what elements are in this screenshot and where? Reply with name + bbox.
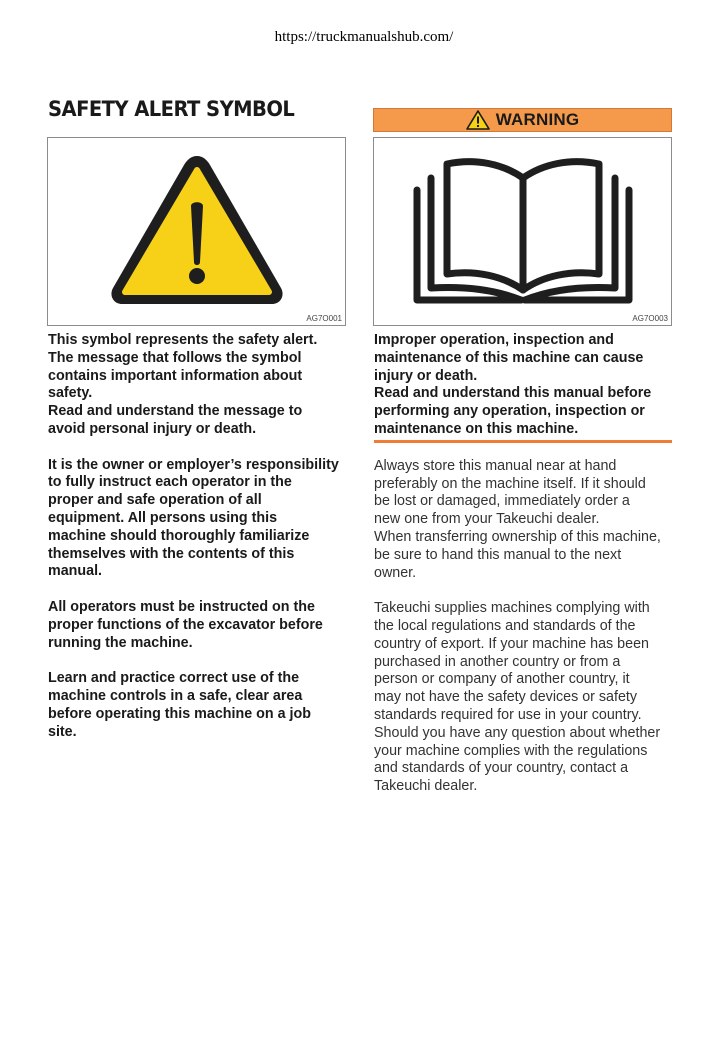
practice-paragraph: Learn and practice correct use of the machine controls in a safe, clear area before operating this machine on a job site. [48,670,311,740]
operator-instruction-paragraph: All operators must be instructed on the proper functions of the excavator before running the machine. [48,598,323,651]
manual-storage-paragraph: Always store this manual near at hand preferably on the machine itself. If it should be lost or damaged, immediately order a new one from your Takeuchi dealer. When transferring ownership of this machine, be sure to hand this manual to the next owner. [374,457,661,581]
warning-label: WARNING [495,110,580,129]
safety-alert-figure [47,137,346,326]
figure-code: AG7O003 [632,314,668,323]
safety-alert-paragraph: This symbol represents the safety alert. The message that follows the symbol contains important information about safety. Read and understand the message to avoid personal injury or death. [48,332,318,437]
source-url: https://truckmanualshub.com/ [274,29,454,45]
manual-book-figure [373,137,672,326]
right-column [374,332,676,814]
warning-divider [374,440,672,443]
owner-responsibility-paragraph: It is the owner or employer’s responsibility to fully instruct each operator in the proper and safe operation of all equipment. All persons using this machine should thoroughly familiarize themselves with the contents of this manual. [48,456,339,580]
open-manual-book-icon [411,152,635,312]
warning-message: Improper operation, inspection and maintenance of this machine can cause injury or death. Read and understand this manual before performing any operation, inspection or maintenance on this machine. [374,332,652,437]
safety-alert-triangle-icon [107,150,287,310]
warning-triangle-icon [466,110,490,130]
warning-banner [373,108,672,132]
regulations-paragraph: Takeuchi supplies machines complying with the local regulations and standards of the country of export. If your machine has been purchased in another country or from a person or company of another country, it may not have the safety devices or safety standards required for use in your country. Should you have any question about whether your machine complies with the regulations and standards of your country, contact a Takeuchi dealer. [374,600,661,795]
left-column [48,332,358,759]
figure-code: AG7O001 [306,314,342,323]
section-title: SAFETY ALERT SYMBOL [48,97,295,121]
